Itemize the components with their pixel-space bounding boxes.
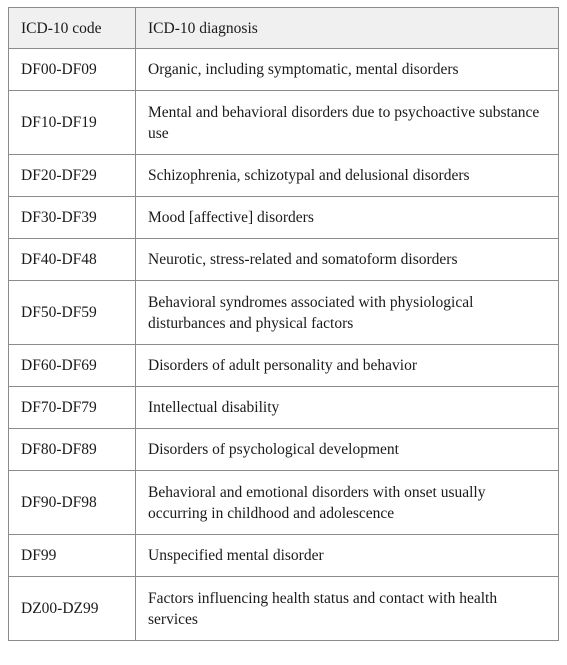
table-row <box>9 49 559 91</box>
code-cell: DF30-DF39 <box>9 197 136 239</box>
code-cell: DF80-DF89 <box>9 429 136 471</box>
table-header-row <box>9 8 559 49</box>
table-row <box>9 387 559 429</box>
header-icd10-diagnosis: ICD-10 diagnosis <box>136 8 559 49</box>
table-row <box>9 345 559 387</box>
code-cell: DF40-DF48 <box>9 239 136 281</box>
code-cell: DF10-DF19 <box>9 91 136 155</box>
diagnosis-cell: Disorders of adult personality and behavior <box>136 345 559 387</box>
table-row <box>9 281 559 345</box>
diagnosis-cell: Unspecified mental disorder <box>136 535 559 577</box>
code-cell: DF20-DF29 <box>9 155 136 197</box>
diagnosis-cell: Intellectual disability <box>136 387 559 429</box>
table-row <box>9 91 559 155</box>
diagnosis-cell: Neurotic, stress-related and somatoform disorders <box>136 239 559 281</box>
table-row <box>9 239 559 281</box>
diagnosis-cell: Schizophrenia, schizotypal and delusional disorders <box>136 155 559 197</box>
table-row <box>9 429 559 471</box>
diagnosis-cell: Organic, including symptomatic, mental disorders <box>136 49 559 91</box>
icd10-table-container <box>8 7 558 641</box>
diagnosis-cell: Behavioral and emotional disorders with onset usually occurring in childhood and adolescence <box>136 471 559 535</box>
table-row <box>9 155 559 197</box>
table-row <box>9 471 559 535</box>
code-cell: DF00-DF09 <box>9 49 136 91</box>
code-cell: DF70-DF79 <box>9 387 136 429</box>
code-cell: DF99 <box>9 535 136 577</box>
code-cell: DF60-DF69 <box>9 345 136 387</box>
code-cell: DF50-DF59 <box>9 281 136 345</box>
diagnosis-cell: Factors influencing health status and contact with health services <box>136 577 559 641</box>
diagnosis-cell: Behavioral syndromes associated with physiological disturbances and physical factors <box>136 281 559 345</box>
code-cell: DF90-DF98 <box>9 471 136 535</box>
diagnosis-cell: Mental and behavioral disorders due to psychoactive substance use <box>136 91 559 155</box>
code-cell: DZ00-DZ99 <box>9 577 136 641</box>
diagnosis-cell: Disorders of psychological development <box>136 429 559 471</box>
table-row <box>9 197 559 239</box>
table-row <box>9 535 559 577</box>
diagnosis-cell: Mood [affective] disorders <box>136 197 559 239</box>
icd10-table <box>8 7 559 641</box>
header-icd10-code: ICD-10 code <box>9 8 136 49</box>
table-row <box>9 577 559 641</box>
